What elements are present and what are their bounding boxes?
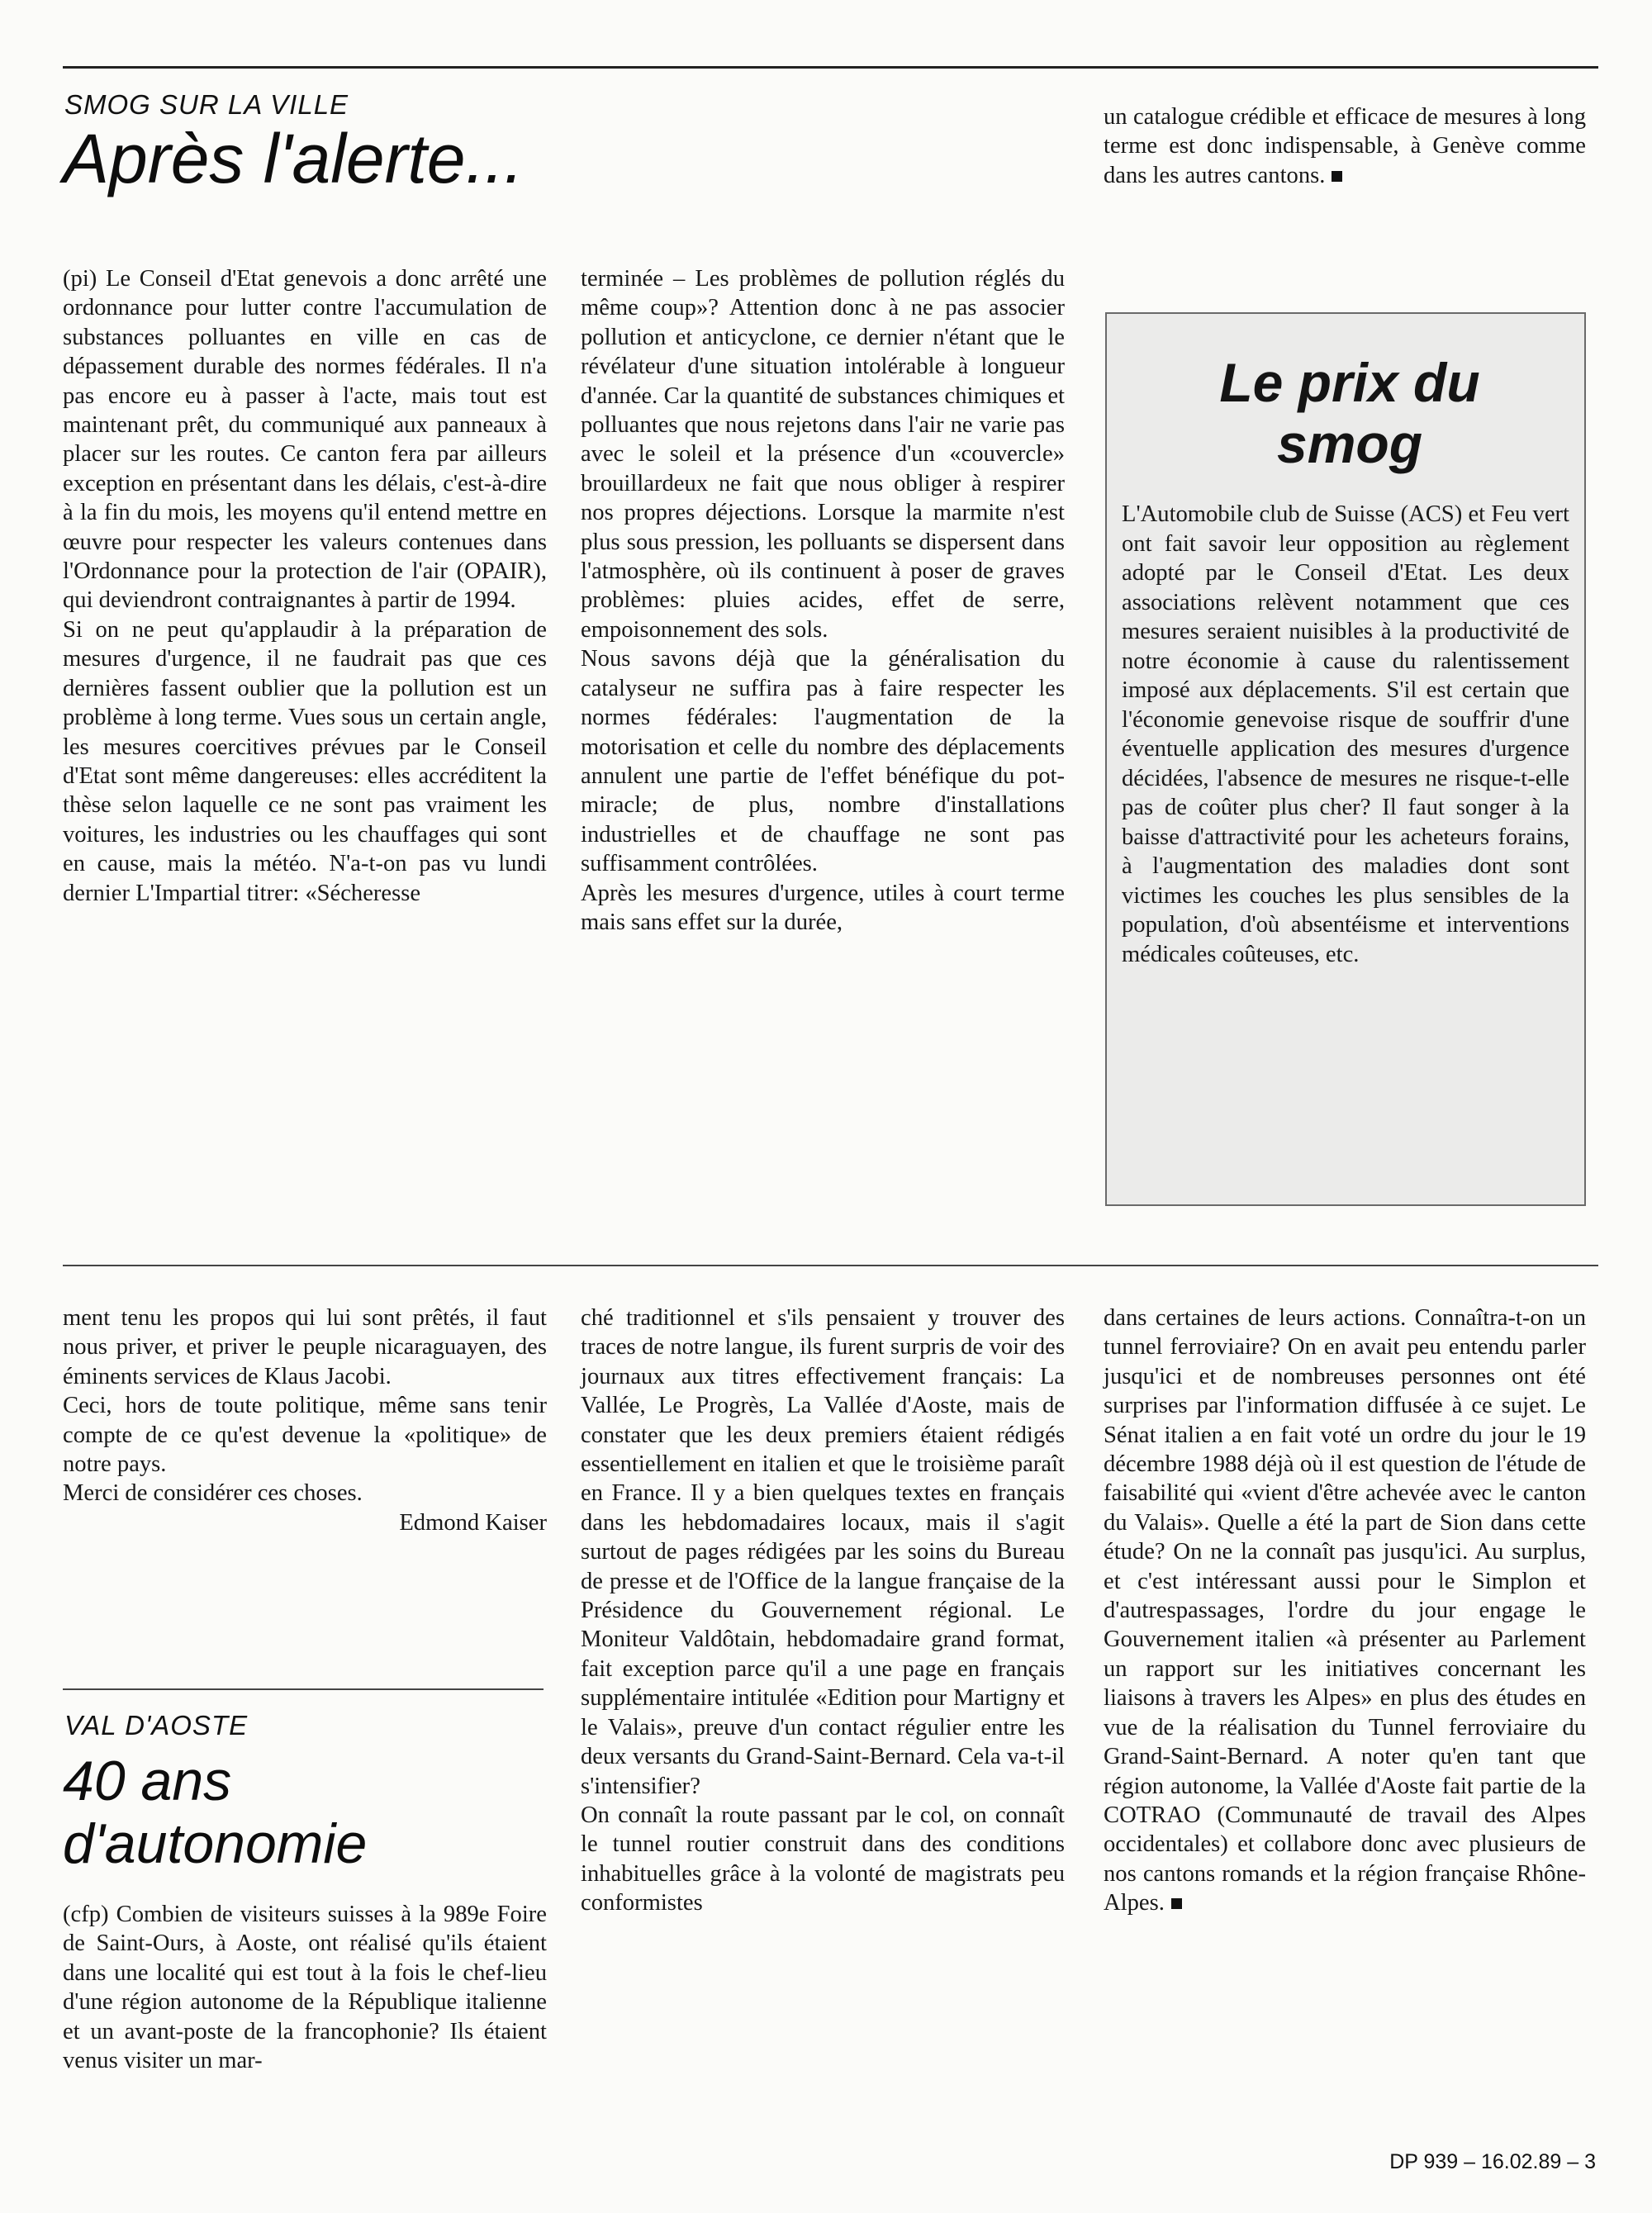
letter-signature: Edmond Kaiser [399,1509,547,1536]
article2-paragraph: On connaît la route passant par le col, on connaît le tunnel routier construit dans des conditions inhabituelles grâce à la volonté de magistrats peu conformistes [581,1802,1065,1916]
article1-column-3 [1104,102,1586,190]
page-footer: DP 939 – 16.02.89 – 3 [1389,2150,1596,2173]
top-rule [63,66,1598,69]
article2-paragraph: (cfp) Combien de visiteurs suisses à la 989e Foire de Saint-Ours, à Aoste, ont réalisé qu'ils étaient dans une localité qui est tout à la fois le chef-lieu d'une région autonome de la République italienne et un avant-poste de la francophonie? Ils étaient venus visiter un mar- [63,1902,547,2074]
section-rule [63,1688,544,1690]
letter-paragraph: Merci de considérer ces choses. [63,1480,363,1507]
article1-headline: Après l'alerte... [63,120,524,197]
sidebar-body: L'Automobile club de Suisse (ACS) et Feu vert ont fait savoir leur opposition au règlement adopté par le Conseil d'Etat. Les deux associations relèvent notamment que ces mesures seraient nuisibles à la productivité de notre économie à cause du ralentissement imposé aux déplacements. S'il est certain que l'économie genevoise risque de souffrir d'une éventuelle application des mesures d'urgence décidées, l'absence de mesures ne risque-t-elle pas de coûter plus cher? Il faut songer à la baisse d'attractivité pour les acheteurs forains, à l'augmentation des maladies dont sont victimes les couches les plus sensibles de la population, d'où absentéisme et interventions médicales coûteuses, etc. [1122,501,1569,967]
article1-paragraph: (pi) Le Conseil d'Etat genevois a donc arrêté une ordonnance pour lutter contre l'accumulation de substances polluantes en ville en cas de dépassement durable des normes fédérales. Il n'a pas encore eu à passer à l'acte, mais tout est maintenant prêt, du communiqué aux panneaux à placer sur les routes. Ce canton fera par ailleurs exception en présentant dans les délais, c'est-à-dire à la fin du mois, les moyens qu'il entend mettre en œuvre pour respecter les valeurs contenues dans l'Ordonnance pour la protection de l'air (OPAIR), qui deviendront contraignantes à partir de 1994. [63,266,547,614]
article1-column-2 [581,264,1065,937]
article2-kicker: VAL D'AOSTE [64,1710,249,1740]
article1-paragraph [1104,102,1586,190]
article1-paragraph: Après les mesures d'urgence, utiles à court terme mais sans effet sur la durée, [581,880,1065,935]
mid-rule [63,1265,1598,1266]
article1-paragraph: Si on ne peut qu'applaudir à la préparation de mesures d'urgence, il ne faudrait pas que ces dernières fassent oublier que la pollution est un problème à long terme. Vues sous un certain angle, les mesures coercitives prévues par le Conseil d'Etat sont même dangereuses: elles accréditent la thèse selon laquelle ce ne sont pas vraiment les voitures, les industries ou les chauffages qui sont en cause, mais la météo. N'a-t-on pas vu lundi dernier L'Impartial titrer: «Sécheresse [63,616,547,906]
end-mark-icon [1332,171,1342,182]
article2-headline [63,1750,367,1875]
article1-column-1 [63,264,547,908]
letter-paragraph: Ceci, hors de toute politique, même sans tenir compte de ce qu'est devenue la «politique» de notre pays. [63,1393,547,1478]
article2-column-3 [1104,1304,1586,1918]
letter-paragraph: ment tenu les propos qui lui sont prêtés, il faut nous priver, et priver le peuple nicaraguayen, des éminents services de Klaus Jacobi. [63,1305,547,1389]
article2-ending: dans certaines de leurs actions. Connaîtra-t-on un tunnel ferroviaire? On en avait peu entendu parler jusqu'ici et de nombreuses personnes ont été surprises par l'information diffusée à ce sujet. Le Sénat italien a en fait voté un ordre du jour le 19 décembre 1988 déjà où il est question de l'étude de faisabilité qui «vient d'être achevée avec le canton du Valais». Quelle a été la part de Sion dans cette étude? On ne la connaît pas jusqu'ici. Au surplus, et c'est intéressant aussi pour le Simplon et d'autrespassages, l'ordre du jour engage le Gouvernement italien «à présenter au Parlement un rapport sur les initiatives concernant les liaisons à travers les Alpes» en plus des études en vue de la réalisation du Tunnel ferroviaire du Grand-Saint-Bernard. A noter qu'en tant que région autonome, la Vallée d'Aoste fait partie de la COTRAO (Communauté de travail des Alpes occidentales) et collabore donc avec plusieurs de nos cantons romands et la région française Rhône-Alpes. [1104,1305,1586,1916]
sidebar-title: Le prix du smog [1219,352,1480,474]
sidebar-box [1105,312,1586,1206]
article2-column-1 [63,1900,547,2075]
article1-kicker: SMOG SUR LA VILLE [64,89,349,120]
article1-paragraph: terminée – Les problèmes de pollution réglés du même coup»? Attention donc à ne pas associer pollution et anticyclone, ce dernier n'étant que le révélateur d'une situation intolérable à longueur d'année. Car la quantité de substances chimiques et polluantes que nous rejetons dans l'air ne varie pas avec le soleil et la présence d'un «couvercle» brouillardeux ne fait que nous obliger à respirer nos propres déjections. Lorsque la marmite n'est plus sous pression, les polluants se dispersent dans l'atmosphère, où ils continuent à poser de graves problèmes: pluies acides, effet de serre, empoisonnement des sols. [581,266,1065,643]
article2-headline-line: 40 ans [63,1750,232,1812]
article1-ending: un catalogue crédible et efficace de mesures à long terme est donc indispensable, à Genève comme dans les autres cantons. [1104,104,1586,188]
article2-headline-line: d'autonomie [63,1812,368,1875]
article2-column-2 [581,1304,1065,1918]
article2-paragraph [1104,1304,1586,1918]
article1-paragraph: Nous savons déjà que la généralisation du catalyseur ne suffira pas à faire respecter les normes fédérales: l'augmentation de la motorisation et celle du nombre des déplacements annulent une partie de l'effet bénéfique du pot-miracle; de plus, nombre d'installations industrielles et de chauffage ne sont pas suffisamment contrôlées. [581,646,1065,877]
end-mark-icon [1171,1898,1182,1909]
letter-column [63,1304,547,1537]
article2-paragraph: ché traditionnel et s'ils pensaient y trouver des traces de notre langue, ils furent surpris de voir des journaux aux titres effectivement français: La Vallée, Le Progrès, La Vallée d'Aoste, mais de constater que les deux premiers étaient rédigés essentiellement en italien et que le troisième paraît en France. Il y a bien quelques textes en français dans les hebdomadaires locaux, mais il s'agit surtout de pages rédigées par les soins du Bureau de presse et de l'Office de la langue française de la Présidence du Gouvernement régional. Le Moniteur Valdôtain, hebdomadaire grand format, fait exception parce qu'il a une page en français supplémentaire intitulée «Edition pour Martigny et le Valais», preuve d'un contact régulier entre les deux versants du Grand-Saint-Bernard. Cela va-t-il s'intensifier? [581,1305,1065,1799]
